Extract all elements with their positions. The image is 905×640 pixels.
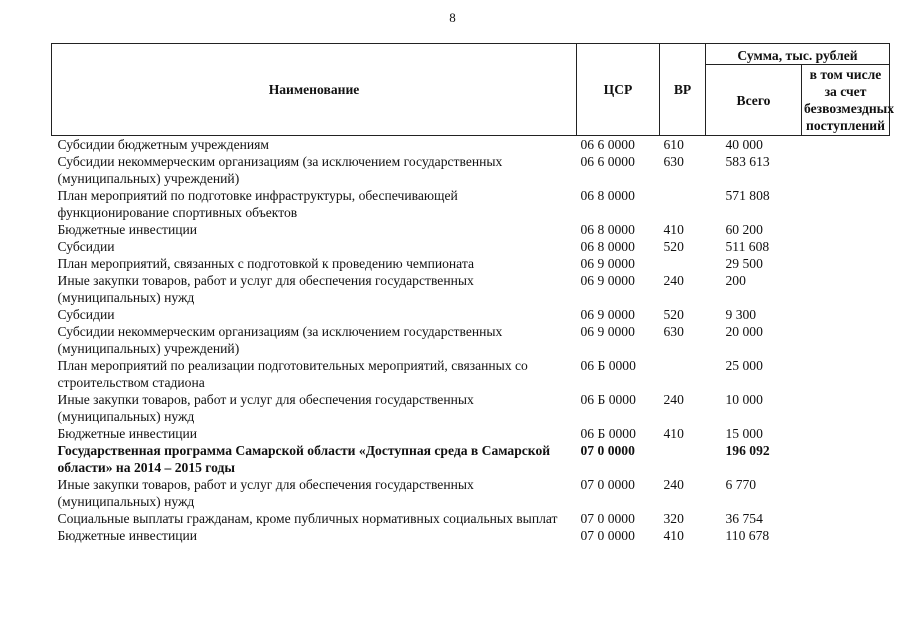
row-csr-cell: 06 6 0000: [580, 137, 635, 152]
row-csr-cell: 06 8 0000: [580, 239, 635, 254]
table-row: [52, 476, 890, 510]
row-name-cell: Иные закупки товаров, работ и услуг для обеспечения государственных (муниципальных) нужд: [57, 273, 474, 305]
row-free-receipts-cell: [802, 272, 890, 306]
row-csr-cell: 07 0 0000: [580, 511, 635, 526]
row-total-cell: 60 200: [725, 222, 763, 237]
table-row: [52, 425, 890, 442]
row-free-receipts-cell: [802, 238, 890, 255]
row-free-receipts-cell: [802, 255, 890, 272]
row-vr-cell: 240: [663, 477, 684, 492]
row-vr-cell: [660, 187, 706, 221]
row-vr-cell: 410: [663, 426, 684, 441]
table-row: [52, 187, 890, 221]
row-total-cell: 15 000: [725, 426, 763, 441]
header-vr: ВР: [660, 44, 706, 136]
row-free-receipts-cell: [802, 153, 890, 187]
row-free-receipts-cell: [802, 510, 890, 527]
row-name-cell: Субсидии некоммерческим организациям (за исключением государственных (муниципальных) учреждений): [57, 324, 503, 356]
header-free-receipts: в том числе за счет безвозмездных поступлений: [802, 65, 890, 136]
row-csr-cell: 07 0 0000: [580, 443, 635, 458]
row-total-cell: 9 300: [725, 307, 757, 322]
table-row: [52, 510, 890, 527]
row-free-receipts-cell: [802, 221, 890, 238]
row-total-cell: 29 500: [725, 256, 763, 271]
row-csr-cell: 06 Б 0000: [580, 358, 636, 373]
table-row: [52, 272, 890, 306]
row-free-receipts-cell: [802, 187, 890, 221]
row-free-receipts-cell: [802, 476, 890, 510]
row-total-cell: 20 000: [725, 324, 763, 339]
table-row: [52, 136, 890, 154]
row-csr-cell: 06 6 0000: [580, 154, 635, 169]
table-row: [52, 391, 890, 425]
table-row: [52, 255, 890, 272]
header-sum-group: Сумма, тыс. рублей: [706, 44, 890, 65]
row-vr-cell: 520: [663, 239, 684, 254]
row-free-receipts-cell: [802, 425, 890, 442]
row-csr-cell: 07 0 0000: [580, 477, 635, 492]
row-name-cell: План мероприятий, связанных с подготовкой к проведению чемпионата: [57, 256, 475, 271]
table-row: [52, 357, 890, 391]
header-csr: ЦСР: [577, 44, 660, 136]
table-row: [52, 527, 890, 544]
row-csr-cell: 06 9 0000: [580, 256, 635, 271]
row-vr-cell: [660, 442, 706, 476]
row-total-cell: 583 613: [725, 154, 770, 169]
row-name-cell: Социальные выплаты гражданам, кроме публичных нормативных социальных выплат: [57, 511, 558, 526]
table-row: [52, 323, 890, 357]
table-header: [52, 44, 895, 136]
row-name-cell: Бюджетные инвестиции: [57, 528, 198, 543]
row-total-cell: 6 770: [725, 477, 757, 492]
budget-table: [51, 43, 895, 544]
page-number: 8: [449, 10, 456, 25]
table-row: [52, 221, 890, 238]
row-csr-cell: 06 Б 0000: [580, 426, 636, 441]
row-total-cell: 110 678: [725, 528, 770, 543]
row-vr-cell: 520: [663, 307, 684, 322]
row-vr-cell: [660, 357, 706, 391]
row-vr-cell: 610: [663, 137, 684, 152]
row-csr-cell: 06 9 0000: [580, 273, 635, 288]
row-name-cell: План мероприятий по реализации подготовительных мероприятий, связанных со строительством стадиона: [57, 358, 528, 390]
row-name-cell: Бюджетные инвестиции: [57, 222, 198, 237]
row-csr-cell: 06 Б 0000: [580, 392, 636, 407]
row-name-cell: План мероприятий по подготовке инфраструктуры, обеспечивающей функционирование спортивных объектов: [57, 188, 458, 220]
table-row: [52, 238, 890, 255]
row-total-cell: 200: [725, 273, 746, 288]
row-free-receipts-cell: [802, 306, 890, 323]
row-name-cell: Субсидии некоммерческим организациям (за исключением государственных (муниципальных) учреждений): [57, 154, 503, 186]
table-row: [52, 306, 890, 323]
header-name: Наименование: [52, 44, 577, 136]
header-total: Всего: [706, 65, 802, 136]
row-free-receipts-cell: [802, 323, 890, 357]
row-name-cell: Иные закупки товаров, работ и услуг для обеспечения государственных (муниципальных) нужд: [57, 477, 474, 509]
row-total-cell: 25 000: [725, 358, 763, 373]
row-vr-cell: 630: [663, 154, 684, 169]
table-row: [52, 153, 890, 187]
row-vr-cell: 410: [663, 222, 684, 237]
row-total-cell: 196 092: [725, 443, 770, 458]
row-vr-cell: 240: [663, 392, 684, 407]
row-vr-cell: 320: [663, 511, 684, 526]
row-total-cell: 36 754: [725, 511, 763, 526]
table-body: [52, 136, 890, 545]
row-vr-cell: 630: [663, 324, 684, 339]
row-name-cell: Бюджетные инвестиции: [57, 426, 198, 441]
row-name-cell: Государственная программа Самарской области «Доступная среда в Самарской области» на 2014 – 2015 годы: [57, 443, 551, 475]
row-name-cell: Субсидии: [57, 239, 115, 254]
row-total-cell: 571 808: [725, 188, 770, 203]
row-vr-cell: 410: [663, 528, 684, 543]
row-csr-cell: 06 9 0000: [580, 324, 635, 339]
row-free-receipts-cell: [802, 357, 890, 391]
row-free-receipts-cell: [802, 442, 890, 476]
row-csr-cell: 06 9 0000: [580, 307, 635, 322]
row-total-cell: 10 000: [725, 392, 763, 407]
row-csr-cell: 07 0 0000: [580, 528, 635, 543]
row-total-cell: 511 608: [725, 239, 770, 254]
row-name-cell: Иные закупки товаров, работ и услуг для обеспечения государственных (муниципальных) нужд: [57, 392, 474, 424]
row-total-cell: 40 000: [725, 137, 763, 152]
table-row: [52, 442, 890, 476]
row-vr-cell: 240: [663, 273, 684, 288]
row-name-cell: Субсидии: [57, 307, 115, 322]
row-csr-cell: 06 8 0000: [580, 222, 635, 237]
row-free-receipts-cell: [802, 136, 890, 154]
row-name-cell: Субсидии бюджетным учреждениям: [57, 137, 270, 152]
row-csr-cell: 06 8 0000: [580, 188, 635, 203]
row-free-receipts-cell: [802, 527, 890, 544]
row-vr-cell: [660, 255, 706, 272]
row-free-receipts-cell: [802, 391, 890, 425]
